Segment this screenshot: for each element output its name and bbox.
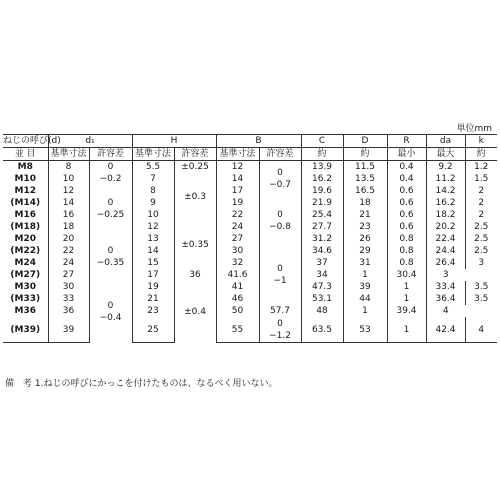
cell-size: M20 <box>3 233 48 245</box>
cell-c: 16.2 <box>301 173 343 185</box>
cell-h: 13 <box>132 233 174 245</box>
cell-r: 1 <box>387 317 426 343</box>
table-row <box>3 161 497 174</box>
cell-d: 48 <box>301 305 343 317</box>
subheader-k: 約 <box>465 148 497 161</box>
cell-h: 19 <box>132 281 174 293</box>
tol-lower: −0.8 <box>269 222 291 232</box>
cell-da: 11.2 <box>426 173 465 185</box>
col-b-header: B <box>216 135 301 148</box>
cell-b-tolerance <box>259 197 301 245</box>
tol-upper: 0 <box>107 162 114 172</box>
tol-upper: 0 <box>107 300 114 311</box>
cell-size: M30 <box>3 281 48 293</box>
tol-lower: −0.35 <box>96 258 125 268</box>
cell-b: 22 <box>216 209 259 221</box>
table-row <box>3 281 497 293</box>
cell-da: 39.4 <box>387 305 426 317</box>
cell-k: 4 <box>442 306 449 316</box>
subheader-d: 約 <box>343 148 387 161</box>
cell-size: M10 <box>3 173 48 185</box>
cell-r: 0.6 <box>387 197 426 209</box>
cell-c: 27.7 <box>301 221 343 233</box>
cell-b-tolerance <box>259 245 301 305</box>
cell-b: 46 <box>216 293 259 305</box>
cell-size: (M18) <box>3 221 48 233</box>
subheader-h-basic: 基準寸法 <box>132 148 174 161</box>
col-h-header: H <box>132 135 216 148</box>
cell-c: 31.2 <box>301 233 343 245</box>
cell-k: 2.5 <box>474 234 489 244</box>
cell-k: 2 <box>478 186 485 196</box>
tol-upper: 0 <box>107 246 114 256</box>
table-row <box>3 317 497 343</box>
cell-c: 25.4 <box>301 209 343 221</box>
cell-k: 2.5 <box>474 246 489 256</box>
cell-da: 42.4 <box>426 317 465 343</box>
cell-k: 2 <box>478 210 485 220</box>
cell-k: 1.2 <box>474 162 489 172</box>
cell-c: 21.9 <box>301 197 343 209</box>
cell-r: 1 <box>343 305 387 317</box>
cell-d1: 36 <box>48 305 89 317</box>
cell-d1: 12 <box>48 185 89 197</box>
cell-da: 26.4 <box>426 257 465 269</box>
cell-size: M24 <box>3 257 48 269</box>
cell-d1: 8 <box>48 161 89 174</box>
cell-c: 47.3 <box>301 281 343 293</box>
cell-d: 11.5 <box>343 161 387 174</box>
subheader-h-tolerance: 許容差 <box>174 148 216 161</box>
table-row <box>3 257 497 269</box>
subheader-nominal: 並 目 <box>3 148 48 161</box>
col-da-header: da <box>426 135 465 148</box>
cell-h: 10 <box>132 209 174 221</box>
col-k-header: k <box>465 135 497 148</box>
cell-r: 1 <box>387 293 426 305</box>
cell-h: 8 <box>132 185 174 197</box>
cell-h-tolerance: ±0.25 <box>174 161 216 174</box>
cell-da: 16.2 <box>426 197 465 209</box>
cell-c: 37 <box>301 257 343 269</box>
subheader-da: 最大 <box>426 148 465 161</box>
cell-r: 0.8 <box>387 257 426 269</box>
cell-size: (M33) <box>3 293 48 305</box>
cell-h: 5.5 <box>132 161 174 174</box>
dimension-table <box>3 134 497 343</box>
table-row <box>3 197 497 209</box>
subheader-b-tolerance: 許容差 <box>259 148 301 161</box>
cell-d1: 16 <box>48 209 89 221</box>
cell-d1: 30 <box>48 281 89 293</box>
cell-d1-tolerance <box>89 161 132 186</box>
subheader-row <box>3 148 497 161</box>
cell-c: 34.6 <box>301 245 343 257</box>
cell-k: 3 <box>478 258 485 268</box>
cell-d1-tolerance <box>89 185 132 233</box>
cell-b: 24 <box>216 221 259 233</box>
cell-d: 44 <box>343 293 387 305</box>
unit-label: 単位mm <box>456 124 492 134</box>
cell-c: 41.6 <box>216 269 259 281</box>
tol-lower: −1 <box>273 276 287 286</box>
cell-k: 2 <box>478 198 485 208</box>
tol-upper: 0 <box>277 210 283 220</box>
cell-k: 3 <box>442 270 449 280</box>
cell-d1: 20 <box>48 233 89 245</box>
cell-d: 13.5 <box>343 173 387 185</box>
cell-d: 21 <box>343 209 387 221</box>
table-row <box>3 173 497 185</box>
cell-d1: 18 <box>48 221 89 233</box>
tol-upper: 0 <box>277 168 283 178</box>
col-r-header: R <box>387 135 426 148</box>
cell-b: 36 <box>174 269 216 281</box>
cell-b: 12 <box>216 161 259 174</box>
cell-size: M36 <box>3 305 48 317</box>
tol-lower: −0.7 <box>269 180 291 190</box>
table-row <box>3 293 497 305</box>
cell-h: 21 <box>132 293 174 305</box>
cell-h: 17 <box>132 269 174 281</box>
cell-d1: 33 <box>48 293 89 305</box>
cell-size: (M22) <box>3 245 48 257</box>
col-c-header: C <box>301 135 343 148</box>
tol-upper: 0 <box>107 198 114 208</box>
cell-h-tolerance: ±0.4 <box>174 281 216 343</box>
cell-c: 13.9 <box>301 161 343 174</box>
subheader-b-basic: 基準寸法 <box>216 148 259 161</box>
cell-b: 27 <box>216 233 259 245</box>
cell-size: M12 <box>3 185 48 197</box>
cell-c: 57.7 <box>259 305 301 317</box>
cell-c: 53.1 <box>301 293 343 305</box>
cell-size: (M27) <box>3 269 48 281</box>
cell-d: 31 <box>343 257 387 269</box>
cell-d1: 24 <box>48 257 89 269</box>
cell-d1-tolerance <box>89 281 132 343</box>
cell-b: 50 <box>216 305 259 317</box>
cell-b: 30 <box>216 245 259 257</box>
col-d1-header: d₁ <box>48 135 132 148</box>
cell-size: (M39) <box>3 317 48 343</box>
cell-h: 25 <box>132 317 174 343</box>
cell-d1: 39 <box>48 317 89 343</box>
header-row <box>3 135 497 148</box>
cell-d: 18 <box>343 197 387 209</box>
cell-da: 36.4 <box>426 293 465 305</box>
cell-r: 0.4 <box>387 173 426 185</box>
cell-da: 22.4 <box>426 233 465 245</box>
cell-c: 19.6 <box>301 185 343 197</box>
table-row <box>3 185 497 197</box>
cell-b: 41 <box>216 281 259 293</box>
cell-h: 9 <box>132 197 174 209</box>
tol-upper: 0 <box>277 318 283 329</box>
cell-d1: 10 <box>48 173 89 185</box>
cell-k: 3.5 <box>474 282 489 292</box>
subheader-r: 最小 <box>387 148 426 161</box>
cell-size: M8 <box>3 161 48 174</box>
table-row <box>3 221 497 233</box>
cell-d: 29 <box>343 245 387 257</box>
tol-lower: −0.4 <box>99 312 122 323</box>
cell-r: 0.6 <box>387 185 426 197</box>
cell-d: 53 <box>343 317 387 343</box>
cell-d: 39 <box>343 281 387 293</box>
cell-da: 14.2 <box>426 185 465 197</box>
cell-d: 23 <box>343 221 387 233</box>
cell-d1: 22 <box>48 245 89 257</box>
cell-size: M16 <box>3 209 48 221</box>
cell-k: 4 <box>465 317 497 343</box>
table-row <box>3 209 497 221</box>
remarks-note: 備 考 1.ねじの呼びにかっこを付けたものは、なるべく用いない。 <box>5 379 278 389</box>
cell-d1: 14 <box>48 197 89 209</box>
cell-da: 33.4 <box>426 281 465 293</box>
cell-d: 26 <box>343 233 387 245</box>
table-row <box>3 233 497 245</box>
cell-k: 2.5 <box>474 222 489 232</box>
tol-lower: −0.2 <box>99 174 122 184</box>
cell-r: 0.4 <box>387 161 426 174</box>
cell-r: 0.8 <box>387 245 426 257</box>
tol-upper: 0 <box>277 264 283 274</box>
subheader-d1-tolerance: 許容差 <box>89 148 132 161</box>
cell-h: 14 <box>132 245 174 257</box>
cell-r: 0.8 <box>387 233 426 245</box>
cell-r: 0.6 <box>387 221 426 233</box>
cell-b-tolerance <box>259 317 301 343</box>
cell-h: 7 <box>132 173 174 185</box>
cell-k: 1.5 <box>474 174 489 184</box>
cell-r: 0.6 <box>387 209 426 221</box>
cell-b: 14 <box>216 173 259 185</box>
tol-lower: −1.2 <box>269 330 291 341</box>
cell-d1-tolerance <box>89 233 132 281</box>
table-row <box>3 305 497 317</box>
cell-d1: 27 <box>48 269 89 281</box>
col-d-header: D <box>343 135 387 148</box>
subheader-d1-basic: 基準寸法 <box>48 148 89 161</box>
subheader-c: 約 <box>301 148 343 161</box>
cell-b: 55 <box>216 317 259 343</box>
cell-b: 32 <box>216 257 259 269</box>
cell-h-tolerance: ±0.3 <box>174 173 216 221</box>
cell-r: 1 <box>387 281 426 293</box>
cell-b: 17 <box>216 185 259 197</box>
cell-r: 1 <box>343 269 387 281</box>
cell-h: 15 <box>132 257 174 269</box>
cell-da: 24.4 <box>426 245 465 257</box>
cell-size: (M14) <box>3 197 48 209</box>
table-row <box>3 269 497 281</box>
cell-b-tolerance <box>259 161 301 198</box>
cell-da: 18.2 <box>426 209 465 221</box>
cell-h: 12 <box>132 221 174 233</box>
cell-b: 19 <box>216 197 259 209</box>
cell-k: 3.5 <box>474 294 489 304</box>
cell-h: 23 <box>132 305 174 317</box>
col-nominal-header: ねじの呼び(d) <box>3 136 61 146</box>
table-row <box>3 245 497 257</box>
cell-h-tolerance: ±0.35 <box>174 221 216 269</box>
cell-da: 9.2 <box>426 161 465 174</box>
cell-d: 34 <box>301 269 343 281</box>
cell-da: 20.2 <box>426 221 465 233</box>
cell-da: 30.4 <box>387 269 426 281</box>
cell-d: 16.5 <box>343 185 387 197</box>
tol-lower: −0.25 <box>96 210 125 220</box>
cell-c: 63.5 <box>301 317 343 343</box>
